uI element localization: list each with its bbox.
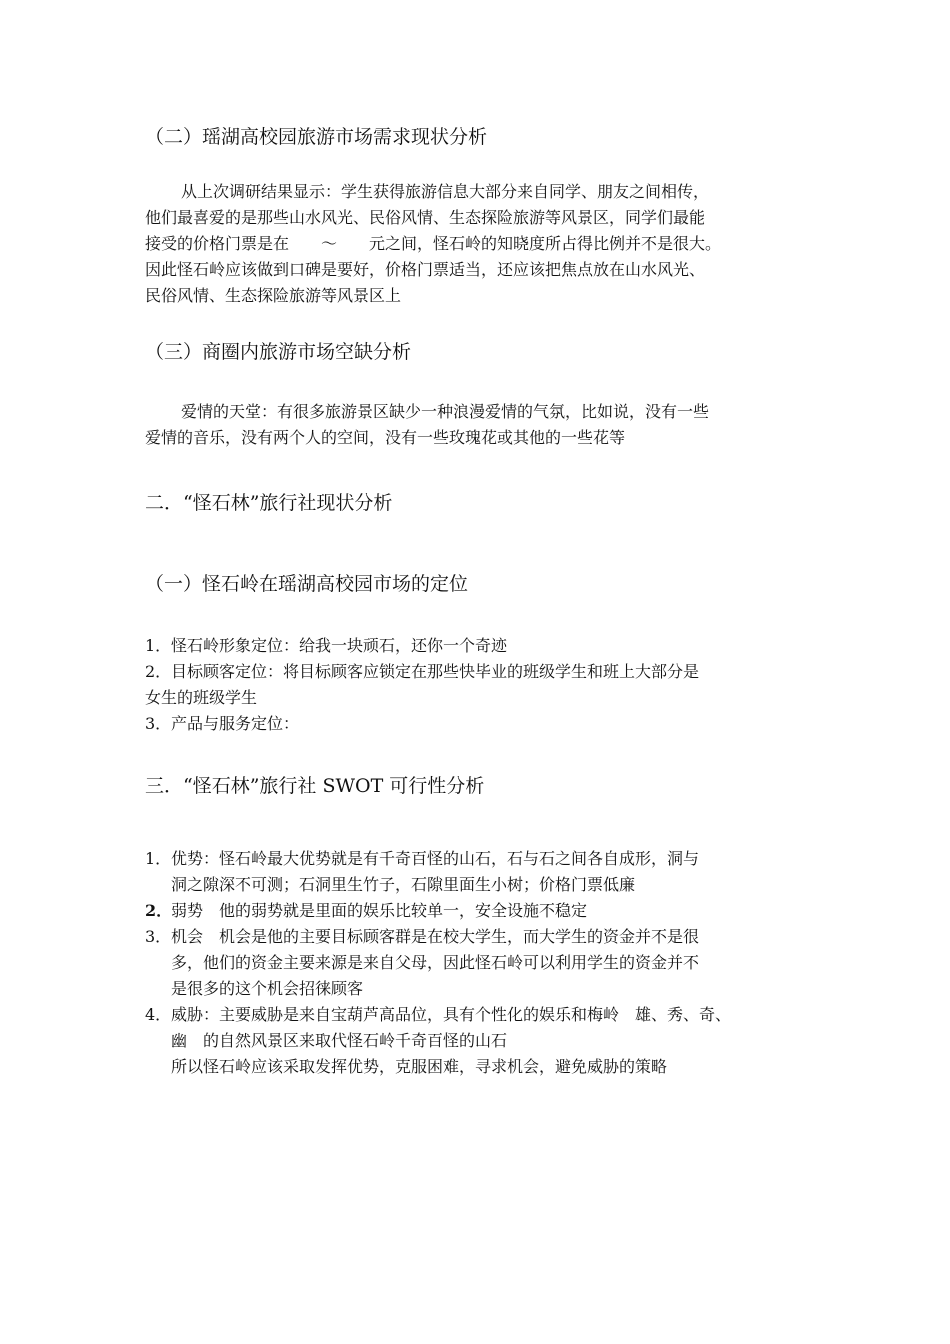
list-item-text: 目标顾客定位：将目标顾客应锁定在那些快毕业的班级学生和班上大部分是 <box>171 662 700 681</box>
paragraph-line: 他们最喜爱的是那些山水风光、民俗风情、生态探险旅游等风景区，同学们最能 <box>145 208 706 227</box>
swot-item-strengths <box>145 846 815 898</box>
paragraph-line: 从上次调研结果显示：学生获得旅游信息大部分来自同学、朋友之间相传， <box>181 182 710 201</box>
paragraph-market-demand <box>145 179 815 309</box>
positioning-list <box>145 633 815 737</box>
list-item-number: 2． <box>145 901 173 920</box>
paragraph-line: 接受的价格门票是在 ～ 元之间，怪石岭的知晓度所占得比例并不是很大。 <box>145 234 722 253</box>
list-item-text: 优势：怪石岭最大优势就是有千奇百怪的山石，石与石之间各自成形，洞与 <box>171 849 700 868</box>
list-item-number: 1． <box>145 849 172 868</box>
list-item-continuation: 是很多的这个机会招徕顾客 <box>171 979 364 998</box>
paragraph-line: 爱情的天堂：有很多旅游景区缺少一种浪漫爱情的气氛，比如说，没有一些 <box>181 402 710 421</box>
list-item-number: 3． <box>145 927 172 946</box>
swot-list <box>145 846 815 1080</box>
paragraph-line: 民俗风情、生态探险旅游等风景区上 <box>145 286 402 305</box>
list-item-text: 威胁：主要威胁是来自宝葫芦高品位，具有个性化的娱乐和梅岭 雄、秀、奇、 <box>171 1005 732 1024</box>
swot-item-threats <box>145 1002 815 1080</box>
list-item-number: 1． <box>145 636 172 655</box>
list-item-continuation: 洞之隙深不可测；石洞里生竹子，石隙里面生小树；价格门票低廉 <box>171 875 636 894</box>
section-heading-market-gap: （三）商圈内旅游市场空缺分析 <box>145 341 412 363</box>
paragraph-line: 爱情的音乐，没有两个人的空间，没有一些玫瑰花或其他的一些花等 <box>145 428 626 447</box>
chapter-heading-agency-status: 二．“怪石林”旅行社现状分析 <box>145 492 393 514</box>
list-item-continuation: 幽 的自然风景区来取代怪石岭千奇百怪的山石 <box>171 1031 508 1050</box>
list-item-number: 2． <box>145 662 172 681</box>
list-item-number: 4． <box>145 1005 172 1024</box>
list-item-text: 机会 机会是他的主要目标顾客群是在校大学生，而大学生的资金并不是很 <box>171 927 700 946</box>
list-item <box>145 633 815 659</box>
section-heading-positioning: （一）怪石岭在瑶湖高校园市场的定位 <box>145 573 469 595</box>
list-item-text: 产品与服务定位： <box>171 714 300 733</box>
swot-conclusion: 所以怪石岭应该采取发挥优势，克服困难，寻求机会，避免威胁的策略 <box>171 1057 668 1076</box>
list-item-text: 弱势 他的弱势就是里面的娱乐比较单一，安全设施不稳定 <box>171 901 588 920</box>
list-item-text: 怪石岭形象定位：给我一块顽石，还你一个奇迹 <box>171 636 508 655</box>
section-heading-market-demand: （二）瑶湖高校园旅游市场需求现状分析 <box>145 126 488 148</box>
list-item-number: 3． <box>145 714 172 733</box>
list-item <box>145 659 815 711</box>
list-item-continuation: 多，他们的资金主要来源是来自父母，因此怪石岭可以利用学生的资金并不 <box>171 953 700 972</box>
paragraph-market-gap <box>145 399 815 451</box>
list-item <box>145 711 815 737</box>
swot-item-weaknesses <box>145 898 815 924</box>
chapter-heading-swot: 三．“怪石林”旅行社 SWOT 可行性分析 <box>145 775 485 797</box>
paragraph-line: 因此怪石岭应该做到口碑是要好，价格门票适当，还应该把焦点放在山水风光、 <box>145 260 706 279</box>
list-item-continuation: 女生的班级学生 <box>145 688 258 707</box>
swot-item-opportunities <box>145 924 815 1002</box>
